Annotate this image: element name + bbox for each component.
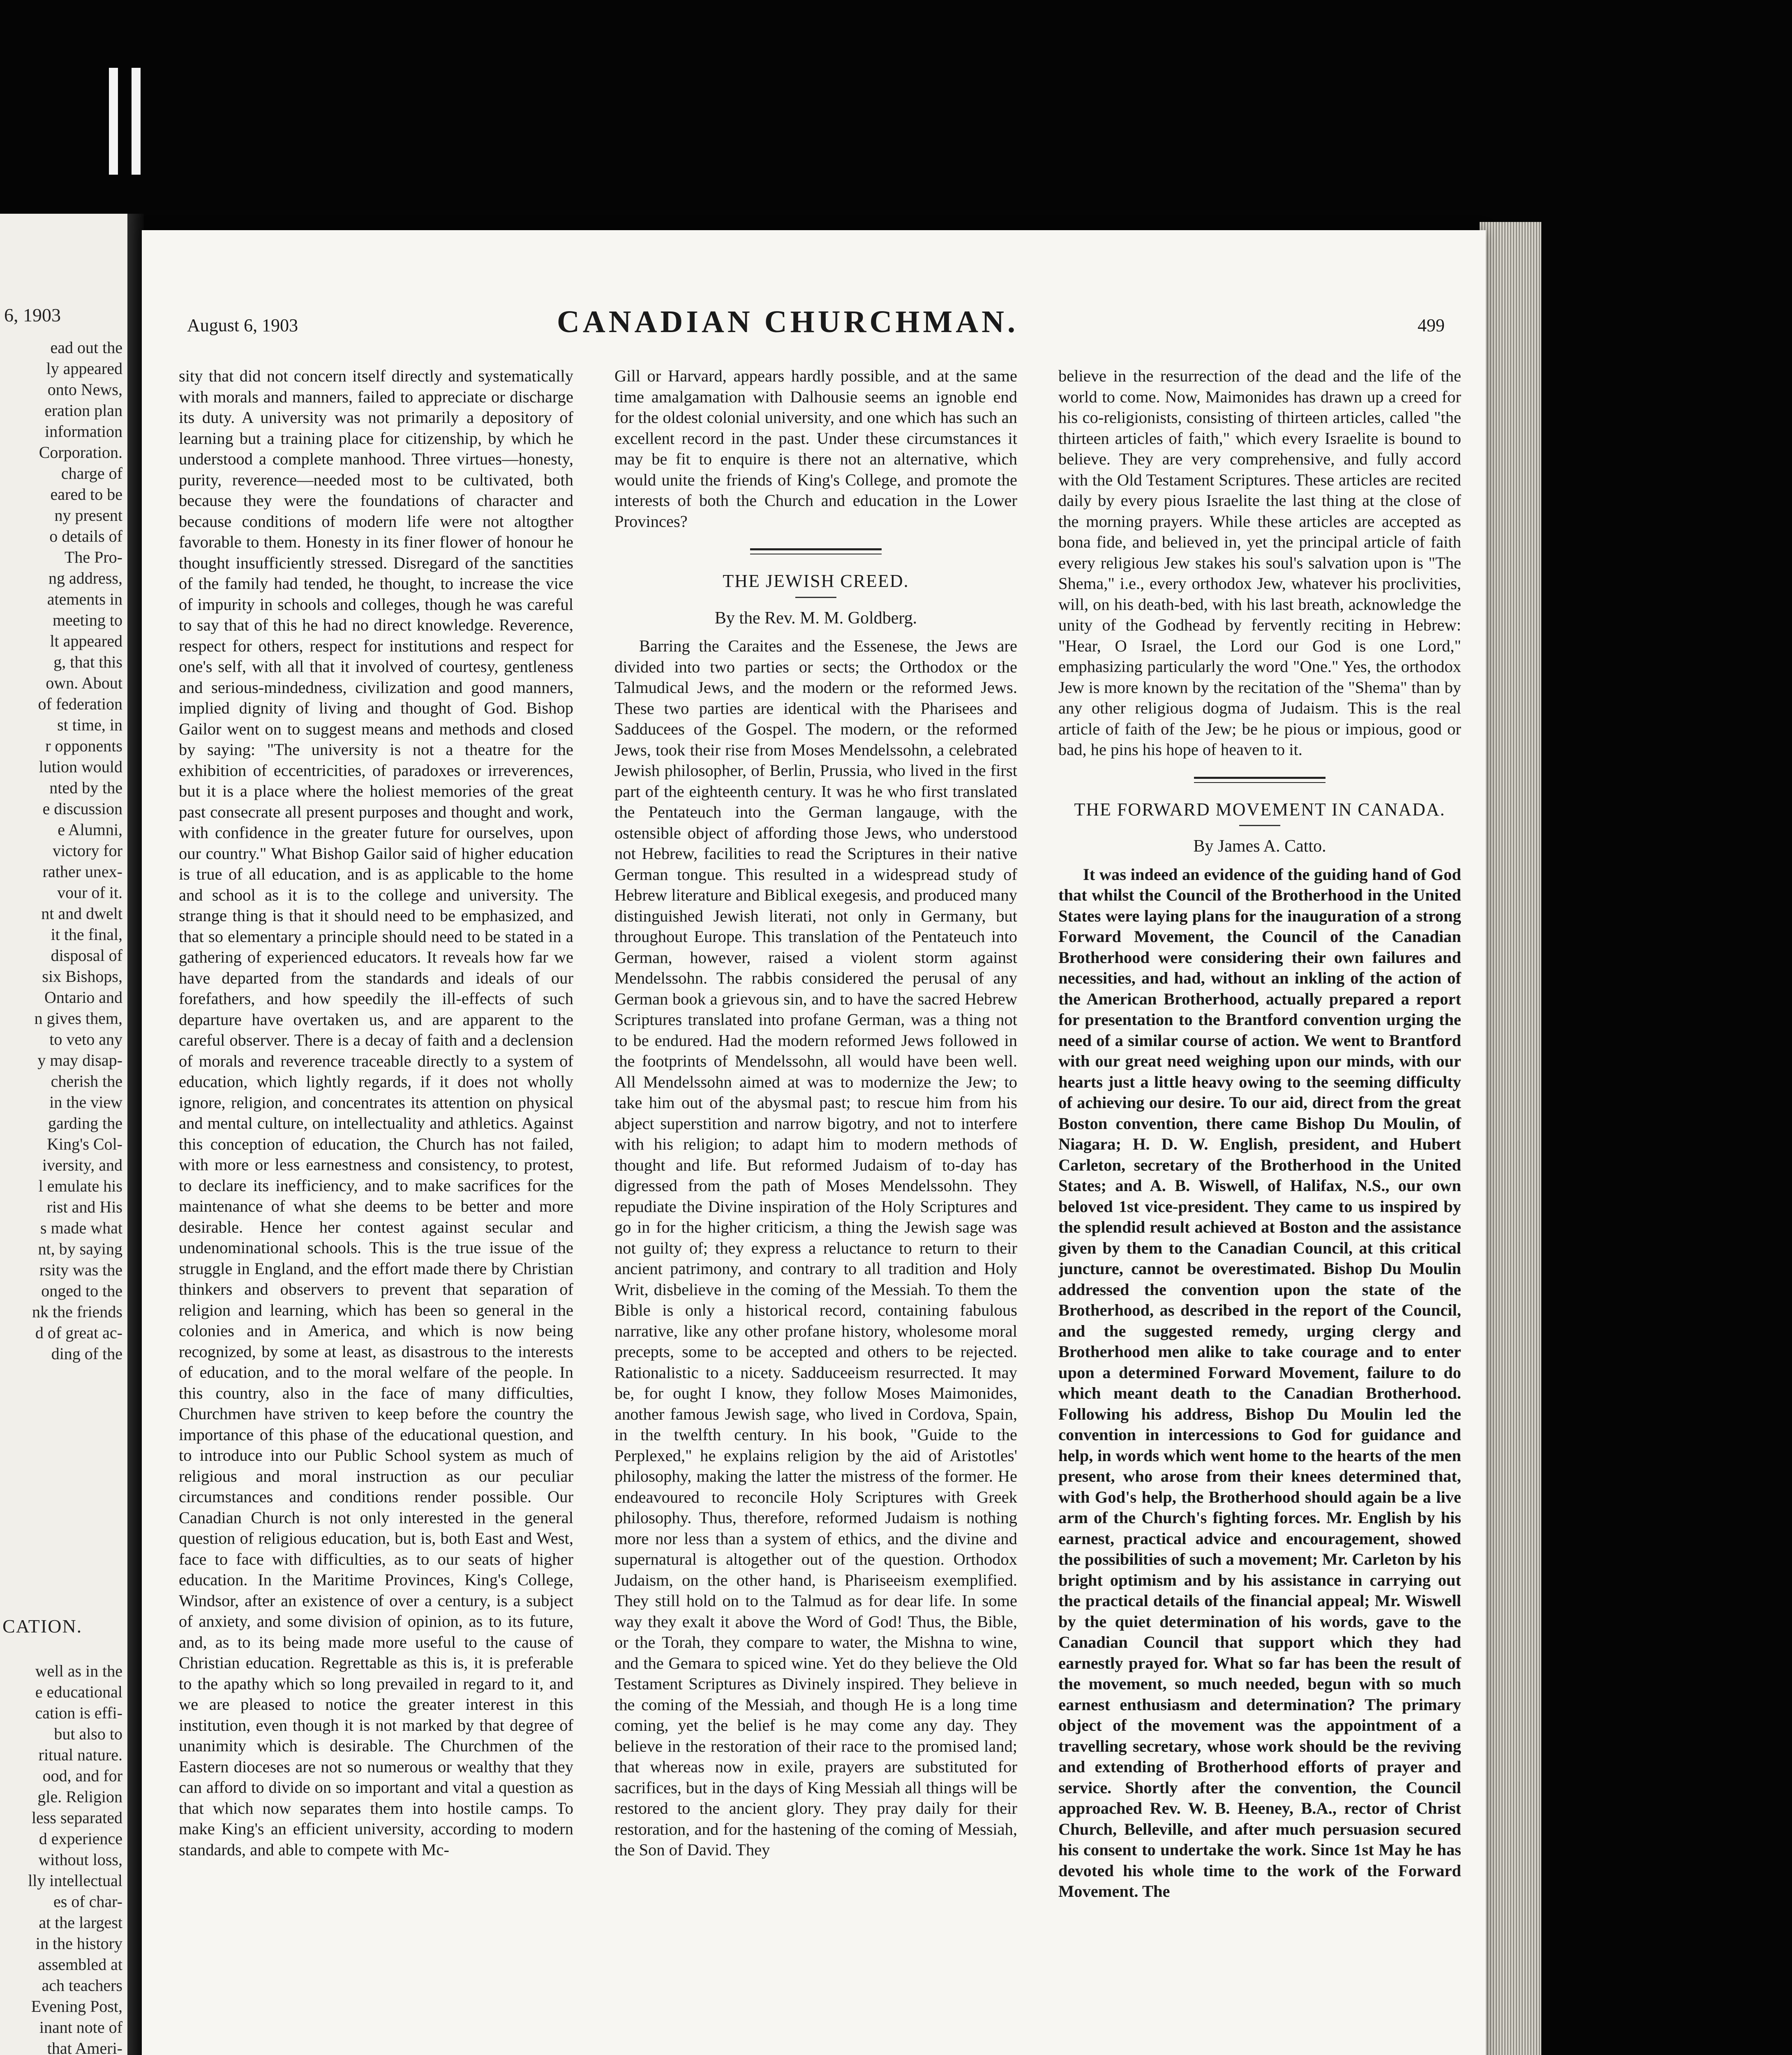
facing-page-line: r opponents <box>45 737 122 755</box>
facing-page-line: ach teachers <box>42 1976 122 1995</box>
facing-page-line: ritual nature. <box>38 1746 122 1764</box>
column-2 <box>614 366 1017 1861</box>
article-body-jewish-creed: Barring the Caraites and the Essenese, the Jews are divided into two parties or sects; the Orthodox or the Talmudical Jews, and the modern or the reformed Jews. These two parties are identical with the Pharisees and Sadducees of the Gospel. The modern, or the reformed Jews, took their rise from Moses Mendelssohn, a celebrated Jewish philosopher, of Berlin, Prussia, who lived in the first part of the eighteenth century. It was he who first translated the Pentateuch into the German langauge, with the ostensible object of affording those Jews, who understood not Hebrew, facilities to read the Scriptures in their native German tongue. This resulted in a widespread study of Hebrew literature and Biblical exegesis, and produced many distinguished Jewish literati, not only in Germany, but throughout Europe. This translation of the Pentateuch into German, however, raised a violent storm against Mendelssohn. The rabbis considered the perusal of any German book a grievous sin, and to have the sacred Hebrew Scriptures translated into profane German, was a thing not to be endured. Had the modern reformed Jews followed in the footprints of Mendelssohn, all would have been well. All Mendelssohn aimed at was to modernize the Jew; to take him out of the abysmal past; to rescue him from his abject superstition and narrow bigotry, and not to interfere with his religion; to adapt him to modern methods of thought and life. But reformed Judaism of to-day has digressed from the path of Moses Mendelssohn. They repudiate the Divine inspiration of the Holy Scriptures and go in for the higher criticism, a thing the Jewish sage was not guilty of; they express a reluctance to return to their ancient patrimony, and contrary to all tradition and Holy Writ, disbelieve in the coming of the Messiah. To them the Bible is only a historical record, containing fabulous narrative, like any other profane history, wholesome moral precepts, some to be accepted and others to be rejected. Rationalistic to a nicety. Sadduceeism resurrected. It may be, for ought I know, they follow Moses Maimonides, another famous Jewish sage, who lived in Cordova, Spain, in the twelfth century. In his book, "Guide to the Perplexed," he explains religion by the aid of Aristotles' philosophy, making the latter the mistress of the former. He endeavoured to reconcile Holy Scriptures with Greek philosophy. Thus, therefore, reformed Judaism is nothing more nor less than a system of ethics, and the divine and supernatural is altogether out of the question. Orthodox Judaism, on the other hand, is Phariseeism exemplified. They still hold on to the Talmud as for dear life. In some way they exalt it above the Word of God! Thus, the Bible, or the Torah, they compare to water, the Mishna to wine, and the Gemara to spiced wine. Yet do they believe the Old Testament Scriptures as Divinely inspired. They believe in the coming of the Messiah, and though He is a long time coming, yet the belief is he may come any day. They believe in the restoration of their race to the promised land; that whereas now in exile, prayers are substituted for sacrifices, but in the days of King Messiah all things will be restored to the ancient glory. They pray daily for their restoration, and for the hastening of the coming of Messiah, the Son of David. They <box>614 637 1017 1859</box>
facing-page-line: nt, by saying <box>38 1240 122 1258</box>
facing-page-line: it the final, <box>51 925 122 944</box>
facing-page-line: meeting to <box>53 611 122 629</box>
newspaper-page <box>142 230 1486 2055</box>
column-3 <box>1058 366 1461 1902</box>
facing-page-line: less separated <box>31 1808 122 1827</box>
page-header <box>187 304 1445 341</box>
facing-page-line: cation is effi- <box>35 1704 122 1722</box>
facing-page-line: nted by the <box>49 778 122 797</box>
facing-page-line: ny present <box>54 506 122 524</box>
facing-page-line: but also to <box>54 1725 122 1743</box>
facing-page-line: disposal of <box>51 946 122 965</box>
facing-page-line: charge of <box>61 464 122 483</box>
facing-page-line: d experience <box>39 1829 122 1848</box>
facing-page-line: Evening Post, <box>31 1997 122 2016</box>
facing-page-line: ead out the <box>50 338 122 357</box>
section-rule-2 <box>1194 777 1326 779</box>
facing-page-line: without loss, <box>38 1850 122 1869</box>
facing-page-line: nk the friends <box>32 1302 122 1321</box>
facing-page-line: King's Col- <box>47 1135 122 1153</box>
facing-page-line: onged to the <box>41 1281 122 1300</box>
facing-page-line: eration plan <box>44 401 122 420</box>
facing-page-line: nt and dwelt <box>41 904 122 923</box>
column-2-intro: Gill or Harvard, appears hardly possible, and at the same time amalgamation with Dalhousie seems an ignoble end for the oldest colonial university, and one which has such an excellent record in the past. Under these circumstances it may be fit to enquire is there not an alternative, which would unite the friends of King's College, and promote the interests of both the Church and education in the Lower Provinces? <box>614 367 1017 531</box>
column-1-text: sity that did not concern itself directly and systematically with morals and manners, failed to appreciate or discharge its duty. A university was not primarily a depository of learning but a training place for citizenship, by which he understood a complete manhood. Three virtues—honesty, purity, reverence—needed most to be cultivated, both because they were the foundations of character and because conditions of modern life were not altogther favorable to them. Honesty in its finer flower of honour he thought insufficiently stressed. Disregard of the sanctities of the family had tended, he thought, to increase the vice of impurity in schools and colleges, though he was careful to say that of this he had no direct knowledge. Reverence, respect for others, respect for institutions and respect for one's self, with all that it involved of courtesy, gentleness and serious-mindedness, civilization and good manners, implied dignity of living and thought of God. Bishop Gailor went on to suggest means and methods and closed by saying: "The university is not a theatre for the exhibition of eccentricities, of paradoxes or irreverences, but it is a place where the holiest memories of the great past consecrate all present purposes and thought and work, with confidence in the greater future for ourselves, upon our country." What Bishop Gailor said of higher education is true of all education, and is as applicable to the home and school as it is to the college and university. The strange thing is that it should need to be emphasized, and that so elementary a principle should need to be stated in a gathering of experienced educators. It reveals how far we have departed from the standards and ideals of our forefathers, and how speedily the ill-effects of such departure have overtaken us, and are apparent to the careful observer. There is a decay of faith and a declension of morals and reverence traceable directly to a system of education, which lightly regards, if it does not wholly ignore, religion, and concentrates its attention on physical and mental culture, on intellectuality and athletics. Against this conception of education, the Church has not failed, with more or less earnestness and consistency, to protest, to declare its inefficiency, and to make sacrifices for the maintenance of what she deems to be better and more desirable. Hence her contest against secular and undenominational schools. This is the true issue of the struggle in England, and the effort made there by Christian thinkers and observers to prevent that separation of religion and learning, which has been so general in the colonies and in America, and which is now being recognized, by some at least, as disastrous to the interests of education, and to the moral welfare of the people. In this country, also in the face of many difficulties, Churchmen have striven to keep before the country the importance of this phase of the educational question, and to introduce into our Public School system as much of religious and moral instruction as our peculiar circumstances and conditions render possible. Our Canadian Church is not only interested in the general question of religious education, but is, both East and West, face to face with difficulties, as to our seats of higher education. In the Maritime Provinces, King's College, Windsor, after an existence of over a century, is a subject of anxiety, and some division of opinion, as to its future, and, as to its being made more useful to the cause of Christian education. Regrettable as this is, it is preferable to the apathy which so long prevailed in regard to it, and we are pleased to notice the greater interest in this institution, even though it is not marked by that degree of unanimity which is desirable. The Churchmen of the Eastern dioceses are not so numerous or wealthy that they can afford to divide on so important and vital a question as that which now separates them into hostile camps. To make King's an efficient university, according to modern standards, and able to compete with Mc- <box>179 367 573 1859</box>
facing-page-line: assembled at <box>38 1955 122 1974</box>
facing-page-line: rsity was the <box>39 1261 122 1279</box>
facing-page-line: onto News, <box>47 380 122 399</box>
facing-page-line: own. About <box>46 674 122 692</box>
facing-page-line: vour of it. <box>57 883 122 902</box>
facing-page-line: in the view <box>49 1093 122 1111</box>
column-1 <box>179 366 573 1860</box>
facing-page-line: st time, in <box>57 716 122 734</box>
facing-page-line: gle. Religion <box>37 1787 122 1806</box>
binding-mark-top-2 <box>132 68 141 175</box>
page-edges <box>1480 222 1541 2055</box>
facing-page-line: cherish the <box>51 1072 122 1090</box>
facing-page-date: 6, 1903 <box>4 305 61 326</box>
section-rule-2-thin <box>1194 782 1326 783</box>
facing-page-line: inant note of <box>39 2018 122 2037</box>
facing-page-line: o details of <box>49 527 122 545</box>
facing-page <box>0 214 130 2055</box>
facing-page-line: es of char- <box>53 1892 122 1911</box>
facing-page-line: lt appeared <box>50 632 122 650</box>
facing-page-line: iversity, and <box>42 1156 122 1174</box>
facing-page-line: e educational <box>35 1683 122 1701</box>
facing-page-line: atements in <box>47 590 122 608</box>
facing-page-heading: CATION. <box>2 1616 83 1637</box>
facing-page-line: e Alumni, <box>58 820 122 839</box>
byline-goldberg: By the Rev. M. M. Goldberg. <box>714 608 917 628</box>
article-body-forward-movement: It was indeed an evidence of the guiding hand of God that whilst the Council of the Brotherhood in the United States were laying plans for the inauguration of a strong Forward Movement, the Council of the Canadian Brotherhood were considering their own failures and necessities, and had, without an inkling of the action of the American Brotherhood, actually prepared a report for presentation to the Brantford convention urging the need of a similar course of action. We went to Brantford with our great need weighing upon our minds, with our hearts just a little heavy owing to the seeming difficulty of achieving our desire. To our aid, direct from the great Boston convention, there came Bishop Du Moulin, of Niagara; H. D. W. English, president, and Hubert Carleton, secretary of the Brotherhood in the United States; and A. B. Wiswell, of Halifax, N.S., our own beloved 1st vice-president. They came to us inspired by the splendid result achieved at Boston and the assistance given by them to the Canadian Council, at this critical juncture, cannot be overestimated. Bishop Du Moulin addressed the convention upon the state of the Brotherhood, as described in the report of the Council, and the suggested remedy, urging clergy and Brotherhood men alike to take courage and to enter upon a determined Forward Movement, failure to do which meant death to the Canadian Brotherhood. Following his address, Bishop Du Moulin led the convention in intercessions to God for guidance and help, in words which went home to the hearts of the men present, who arose from their knees determined that, with God's help, the Brotherhood should again be a live arm of the Church's fighting forces. Mr. English by his earnest, practical advice and encouragement, showed the possibilities of such a movement; Mr. Carleton by his bright optimism and by his assistance in carrying out the practical details of the financial appeal; Mr. Wiswell by the quiet determination of his words, gave to the Canadian Council that support which they had earnestly prayed for. What so far has been the result of the movement, so much needed, begun with so much earnest enthusiasm and determination? The primary object of the movement was the appointment of a travelling secretary, whose work should be the reviving and extending of Brotherhood efforts of prayer and service. Shortly after the convention, the Council approached Rev. W. B. Heeney, B.A., rector of Christ Church, Belleville, and after much persuasion secured his consent to undertake the work. Since 1st May he has devoted his whole time to the work of the Forward Movement. The <box>1058 865 1461 1900</box>
facing-page-line: e discussion <box>42 799 122 818</box>
binding-mark-top <box>109 68 118 175</box>
facing-page-line: rist and His <box>46 1198 122 1216</box>
facing-page-text-top <box>0 337 122 1364</box>
facing-page-line: Ontario and <box>44 988 122 1007</box>
facing-page-line: in the history <box>35 1934 122 1953</box>
facing-page-line: rather unex- <box>42 862 122 881</box>
facing-page-line: ding of the <box>51 1344 122 1363</box>
facing-page-line: well as in the <box>35 1662 122 1680</box>
section-rule <box>750 548 882 550</box>
facing-page-line: lution would <box>39 757 122 776</box>
facing-page-line: garding the <box>48 1114 122 1132</box>
facing-page-line: at the largest <box>39 1913 122 1932</box>
title-rule-2 <box>1239 825 1280 826</box>
facing-page-line: that Ameri- <box>47 2039 122 2055</box>
facing-page-line: eared to be <box>50 485 122 503</box>
page-number: 499 <box>1418 315 1445 335</box>
byline-catto: By James A. Catto. <box>1193 837 1326 856</box>
facing-page-line: lly intellectual <box>28 1871 122 1890</box>
column-3-intro: believe in the resurrection of the dead and the life of the world to come. Now, Maimonides has drawn up a creed for his co-religionists, consisting of thirteen articles, called "the thirteen articles of faith," which every Israelite is bound to believe. They are very comprehensive, and fully accord with the Old Testament Scriptures. These articles are recited daily by every pious Israelite the last thing at the close of the morning prayers. While these articles are accepted as bona fide, and believed in, yet the principal article of faith every religious Jew stakes his soul's salvation upon is "The Shema," i.e., every orthodox Jew, whatever his proclivities, will, on his death-bed, with his last breath, acknowledge the unity of the Godhead by fervently reciting in Hebrew: "Hear, O Israel, the Lord our God is one Lord," emphasizing particularly the word "One." Yes, the orthodox Jew is more known by the recitation of the "Shema" than by any other religious dogma of Judaism. This is the real article of faith of the Jew; be he pious or impious, good or bad, he pins his hope of heaven to it. <box>1058 367 1461 759</box>
facing-page-line: ood, and for <box>42 1766 122 1785</box>
facing-page-text-bottom <box>0 1660 122 2055</box>
facing-page-line: d of great ac- <box>35 1323 122 1342</box>
facing-page-line: y may disap- <box>37 1051 122 1069</box>
facing-page-line: victory for <box>53 841 122 860</box>
masthead-title: CANADIAN CHURCHMAN. <box>557 305 1019 339</box>
article-title-jewish-creed: THE JEWISH CREED. <box>723 571 909 591</box>
facing-page-line: six Bishops, <box>42 967 122 986</box>
facing-page-line: information <box>45 422 122 441</box>
header-date: August 6, 1903 <box>187 315 298 335</box>
facing-page-line: of federation <box>38 695 122 713</box>
facing-page-line: s made what <box>40 1219 122 1237</box>
gutter-shadow <box>127 214 144 2055</box>
title-rule <box>795 597 836 598</box>
facing-page-line: The Pro- <box>64 548 122 566</box>
facing-page-line: l emulate his <box>38 1177 122 1195</box>
facing-page-line: n gives them, <box>34 1009 122 1028</box>
facing-page-line: ly appeared <box>46 359 122 378</box>
facing-page-line: g, that this <box>53 653 122 671</box>
article-title-forward-movement: THE FORWARD MOVEMENT IN CANADA. <box>1074 799 1446 820</box>
facing-page-line: to veto any <box>49 1030 122 1048</box>
facing-page-line: ng address, <box>48 569 122 587</box>
facing-page-line: Corporation. <box>39 443 122 462</box>
